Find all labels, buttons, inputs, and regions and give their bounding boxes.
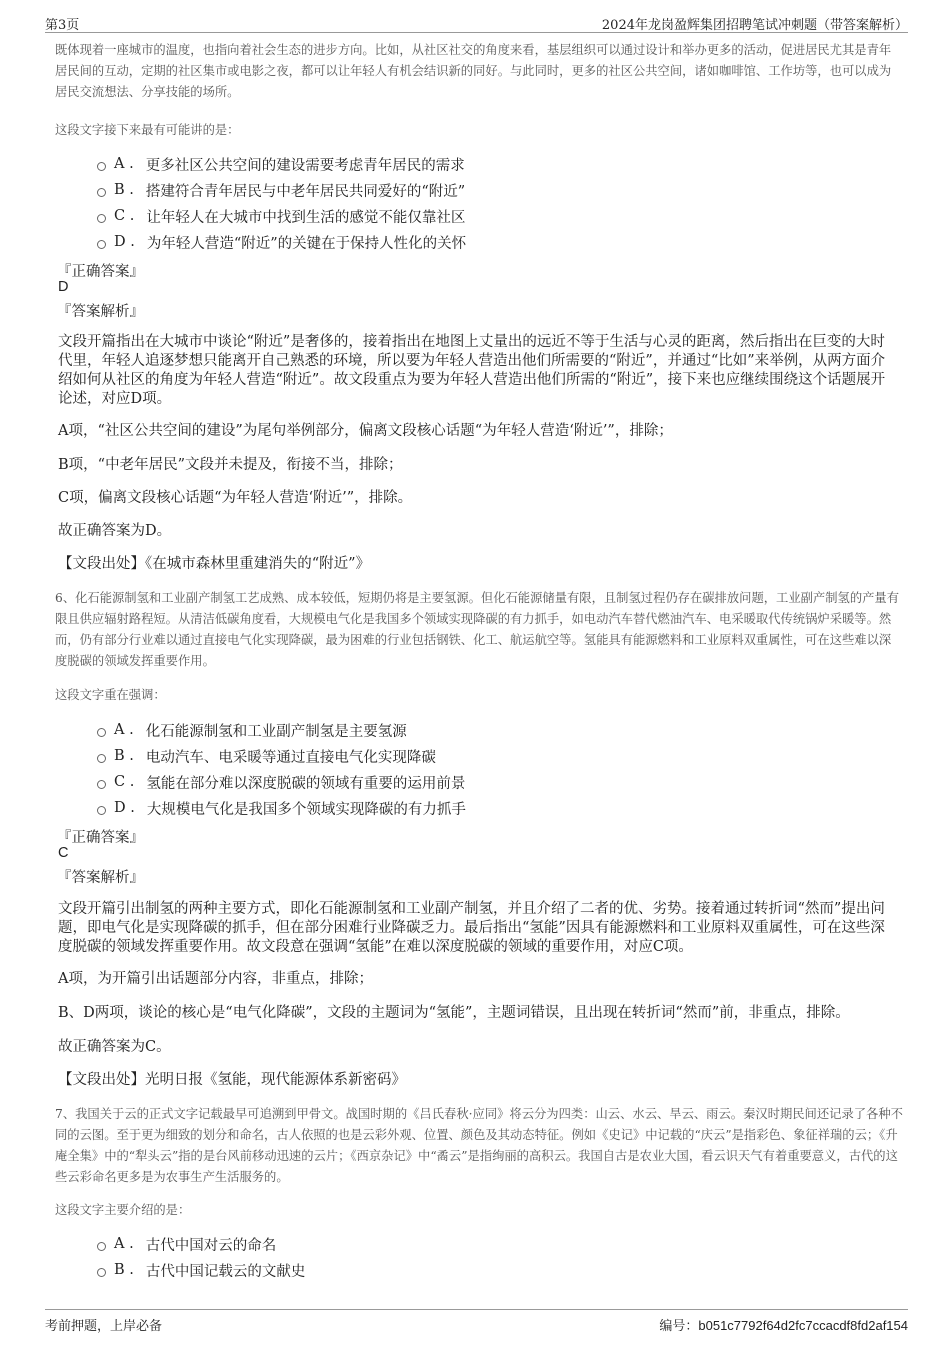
q7-passage: 7、我国关于云的正式文字记载最早可追溯到甲骨文。战国时期的《吕氏春秋·应同》将云分为四类：山云、水云、旱云、雨云。秦汉时期民间还记录了各种不同的云图。至于更为细致的划分和命名，古人依照的也是云彩外观、位置、颜色及其动态特征。例如《史记》中记载的“庆云”是指彩色、象征祥瑞的云；《升庵全集》中的“犁头云”指的是台风前移动迅速的云片；《西京杂记》中“矞云”是指绚丽的高积云。我国自古是农业大国，看云识天气有着重要意义，古代的这些云彩命名更多是为农事生产生活服务的。 (55, 1107, 903, 1184)
code-value: b051c7792f64d2fc7ccacdf8fd2af154 (698, 1318, 908, 1333)
radio-icon[interactable] (97, 214, 106, 223)
q6-analysis-bd: B、D两项，谈论的核心是“电气化降碳”，文段的主题词为“氢能”，主题词错误，且出现在转折词“然而”前，非重点，排除。 (58, 1005, 850, 1021)
q6-options (97, 717, 466, 821)
q5-analysis-label: 『答案解析』 (57, 304, 144, 320)
q6-answer-label: 『正确答案』 (57, 830, 144, 846)
q6-option-c[interactable]: C . 氢能在部分难以深度脱碳的领域有重要的运用前景 (97, 769, 466, 795)
q5-passage: 既体现着一座城市的温度，也指向着社会生态的进步方向。比如，从社区社交的角度来看，基层组织可以通过设计和举办更多的活动，促进居民尤其是青年居民间的互动，定期的社区集市或电影之夜，都可以让年轻人有机会结识新的同好。与此同时，更多的社区公共空间，诸如咖啡馆、工作坊等，也可以成为居民交流想法、分享技能的场所。 (55, 43, 892, 99)
q5-analysis-main: 文段开篇指出在大城市中谈论“附近”是奢侈的，接着指出在地图上丈量出的远近不等于生活与心灵的距离，然后指出在巨变的大时代里，年轻人追逐梦想只能离开自己熟悉的环境，所以要为年轻人营造出他们所需要的“附近”，并通过“比如”来举例，从两方面介绍如何从社区的角度为年轻人营造“附近”。故文段重点为要为年轻人营造出他们所需的“附近”，接下来也应继续围绕这个话题展开论述，对应D项。 (58, 334, 886, 407)
q5-option-d[interactable]: D . 为年轻人营造“附近”的关键在于保持人性化的关怀 (97, 229, 466, 255)
page-number: 第3页 (45, 18, 80, 33)
q7-options (97, 1231, 305, 1283)
q7-question: 这段文字主要介绍的是： (55, 1203, 191, 1217)
document-code (659, 1315, 908, 1334)
q5-analysis-c: C项，偏离文段核心话题“为年轻人营造‘附近’”，排除。 (58, 490, 413, 506)
q6-source: 【文段出处】光明日报《氢能，现代能源体系新密码》 (58, 1072, 406, 1088)
page-header (45, 12, 908, 33)
footer-slogan: 考前押题，上岸必备 (45, 1319, 163, 1334)
page-footer (45, 1309, 908, 1332)
document-title: 2024年龙岗盈辉集团招聘笔试冲刺题（带答案解析） (601, 18, 908, 33)
q5-analysis-b: B项，“中老年居民”文段并未提及，衔接不当，排除； (58, 457, 403, 473)
radio-icon[interactable] (97, 728, 106, 737)
q5-answer-label: 『正确答案』 (57, 264, 144, 280)
radio-icon[interactable] (97, 240, 106, 249)
q5-conclusion: 故正确答案为D。 (58, 523, 172, 539)
q5-source: 【文段出处】《在城市森林里重建消失的“附近”》 (58, 556, 371, 572)
radio-icon[interactable] (97, 162, 106, 171)
q6-question: 这段文字重在强调： (55, 688, 166, 702)
q6-option-a[interactable]: A . 化石能源制氢和工业副产制氢是主要氢源 (97, 717, 466, 743)
q6-analysis-a: A项，为开篇引出话题部分内容，非重点，排除； (58, 971, 373, 987)
q5-option-a[interactable]: A . 更多社区公共空间的建设需要考虑青年居民的需求 (97, 151, 466, 177)
radio-icon[interactable] (97, 1242, 106, 1251)
q5-analysis-a: A项，“社区公共空间的建设”为尾句举例部分，偏离文段核心话题“为年轻人营造‘附近’”，排除； (58, 423, 673, 439)
q6-answer: C (58, 845, 69, 861)
radio-icon[interactable] (97, 1268, 106, 1277)
radio-icon[interactable] (97, 188, 106, 197)
q5-option-c[interactable]: C . 让年轻人在大城市中找到生活的感觉不能仅靠社区 (97, 203, 466, 229)
q7-option-b[interactable]: B . 古代中国记载云的文献史 (97, 1257, 305, 1283)
radio-icon[interactable] (97, 806, 106, 815)
q6-option-d[interactable]: D . 大规模电气化是我国多个领域实现降碳的有力抓手 (97, 795, 466, 821)
q6-option-b[interactable]: B . 电动汽车、电采暖等通过直接电气化实现降碳 (97, 743, 466, 769)
q5-options (97, 151, 466, 255)
q6-analysis-label: 『答案解析』 (57, 870, 144, 886)
q6-passage: 6、化石能源制氢和工业副产制氢工艺成熟、成本较低，短期仍将是主要氢源。但化石能源储量有限，且制氢过程仍存在碳排放问题，工业副产制氢的产量有限且供应辐射路程短。从清洁低碳角度看，大规模电气化是我国多个领域实现降碳的有力抓手，如电动汽车替代燃油汽车、电采暖取代传统锅炉采暖等。然而，仍有部分行业难以通过直接电气化实现降碳，最为困难的行业包括钢铁、化工、航运航空等。氢能具有能源燃料和工业原料双重属性，可在这些难以深度脱碳的领域发挥重要作用。 (55, 591, 900, 668)
q5-answer: D (58, 279, 69, 295)
code-label: 编号： (659, 1319, 699, 1334)
radio-icon[interactable] (97, 754, 106, 763)
q6-conclusion: 故正确答案为C。 (58, 1039, 171, 1055)
q5-option-b[interactable]: B . 搭建符合青年居民与中老年居民共同爱好的“附近” (97, 177, 466, 203)
q6-analysis-main: 文段开篇引出制氢的两种主要方式，即化石能源制氢和工业副产制氢，并且介绍了二者的优、劣势。接着通过转折词“然而”提出问题，即电气化是实现降碳的抓手，但在部分困难行业降碳乏力。最后指出“氢能”因具有能源燃料和工业原料双重属性，可在这些深度脱碳的领域发挥重要作用。故文段意在强调“氢能”在难以深度脱碳的领域的重要作用，对应C项。 (58, 901, 885, 955)
radio-icon[interactable] (97, 780, 106, 789)
q7-option-a[interactable]: A . 古代中国对云的命名 (97, 1231, 305, 1257)
q5-question: 这段文字接下来最有可能讲的是： (55, 123, 240, 137)
